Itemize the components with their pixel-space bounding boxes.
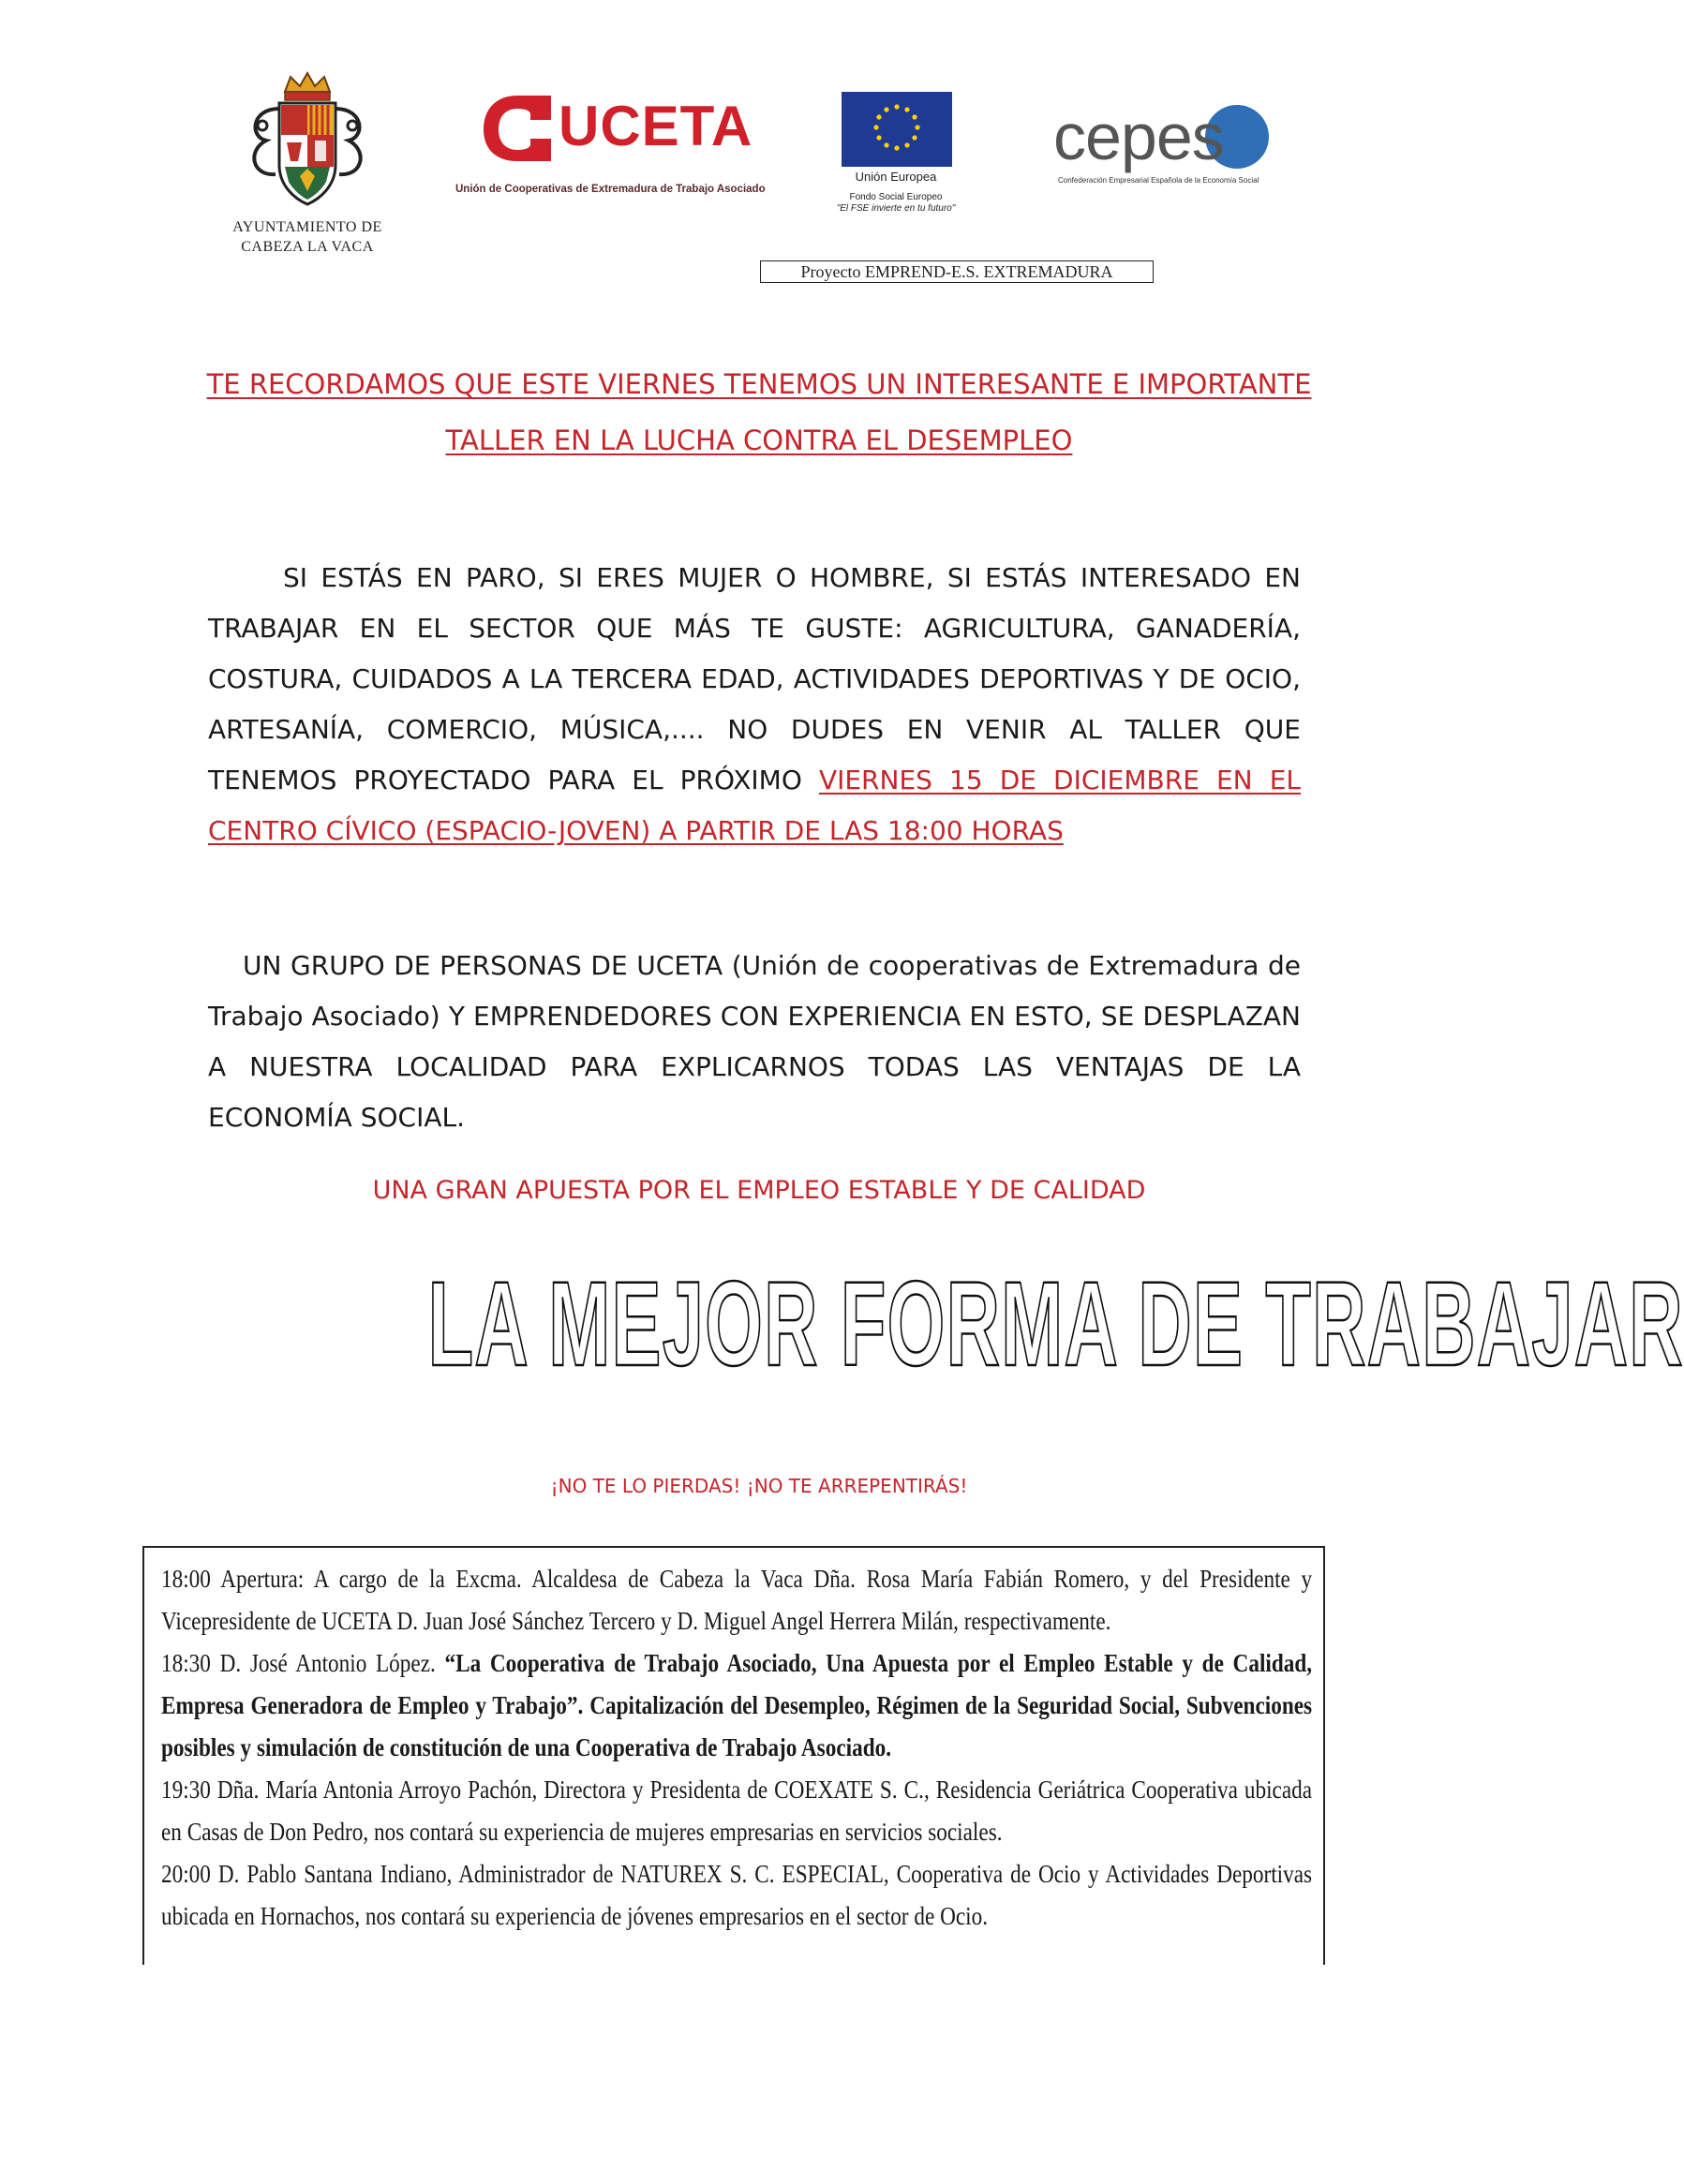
schedule-item bbox=[161, 1642, 1312, 1769]
eu-fund-name: Fondo Social Europeo bbox=[849, 192, 943, 202]
schedule-item bbox=[161, 1558, 1312, 1642]
uceta-subtitle: Unión de Cooperativas de Extremadura de Trabajo Asociado bbox=[455, 184, 766, 195]
divider bbox=[142, 1546, 1325, 1548]
uceta-logo-mark bbox=[480, 92, 555, 165]
paragraph-uceta bbox=[208, 941, 1301, 1143]
schedule-item bbox=[161, 1769, 1312, 1853]
schedule-time: 19:30 bbox=[161, 1775, 211, 1804]
headline: TE RECORDAMOS QUE ESTE VIERNES TENEMOS UN INTERESANTE E IMPORTANTE TALLER EN LA LUCHA CONTRA EL DESEMPLEO bbox=[206, 368, 1312, 456]
project-label: Proyecto EMPREND-E.S. EXTREMADURA bbox=[760, 260, 1154, 283]
cepes-wordmark: cepes bbox=[1053, 100, 1224, 173]
uceta-logo-icon bbox=[480, 92, 555, 165]
cepes-logo bbox=[1053, 100, 1278, 176]
schedule-speaker: D. José Antonio López. bbox=[219, 1649, 436, 1677]
eu-flag bbox=[842, 92, 952, 167]
schedule-text: Dña. María Antonia Arroyo Pachón, Directora y Presidenta de COEXATE S. C., Residencia Geriátrica Cooperativa ubicada en Casas de Don Pedro, nos contará su experiencia de mujeres empresarias en servicios sociales. bbox=[161, 1775, 1313, 1846]
ayuntamiento-label: AYUNTAMIENTO DE CABEZA LA VACA bbox=[232, 219, 382, 255]
paragraph-intro bbox=[208, 553, 1301, 856]
schedule-text: Apertura: A cargo de la Excma. Alcaldesa de Cabeza la Vaca Dña. Rosa María Fabián Romero, y del Presidente y Vicepresidente de UCETA D. Juan José Sánchez Tercero y D. Miguel Angel Herrera Milán, respectivamente. bbox=[161, 1565, 1313, 1635]
paragraph-intro-text: SI ESTÁS EN PARO, SI ERES MUJER O HOMBRE, SI ESTÁS INTERESADO EN TRABAJAR EN EL SECTOR QUE MÁS TE GUSTE: AGRICULTURA, GANADERÍA, COSTURA, CUIDADOS A LA TERCERA EDAD, ACTIVIDADES DEPORTIVAS Y DE OCIO, ARTESANÍA, COMERCIO, MÚSICA,.... NO DUDES EN VENIR AL TALLER QUE TENEMOS PROYECTADO PARA EL PRÓXIMO bbox=[208, 562, 1301, 795]
slogan: UNA GRAN APUESTA POR EL EMPLEO ESTABLE Y DE CALIDAD bbox=[372, 1176, 1146, 1205]
schedule-time: 18:30 bbox=[161, 1649, 211, 1677]
ayuntamiento-crest bbox=[242, 71, 373, 212]
coat-of-arms-icon bbox=[242, 71, 373, 212]
schedule-time: 20:00 bbox=[161, 1860, 211, 1888]
schedule-list bbox=[161, 1558, 1312, 1938]
call-to-action: ¡NO TE LO PIERDAS! ¡NO TE ARREPENTIRÁS! bbox=[550, 1475, 968, 1497]
divider bbox=[142, 1546, 144, 1965]
big-outline-title: LA MEJOR FORMA DE TRABAJAR bbox=[427, 1257, 1684, 1391]
cepes-subtitle: Confederación Empresarial Española de la Economía Social bbox=[1058, 176, 1259, 185]
schedule-time: 18:00 bbox=[161, 1565, 211, 1593]
paragraph-uceta-text: UN GRUPO DE PERSONAS DE UCETA (Unión de cooperativas de Extremadura de Trabajo Asociado) Y EMPRENDEDORES CON EXPERIENCIA EN ESTO, SE DESPLAZAN A NUESTRA LOCALIDAD PARA EXPLICARNOS TODAS LAS VENTAJAS DE LA ECONOMÍA SOCIAL. bbox=[208, 950, 1301, 1133]
schedule-talk-title: “La Cooperativa de Trabajo Asociado, Una Apuesta por el Empleo Estable y de Calidad, Empresa Generadora de Empleo y Trabajo”. Capitalización del Desempleo, Régimen de la Seguridad Social, Subvenciones posibles y simulación de constitución de una Cooperativa de Trabajo Asociado. bbox=[161, 1649, 1313, 1761]
schedule-text: D. Pablo Santana Indiano, Administrador de NATUREX S. C. ESPECIAL, Cooperativa de Ocio y Actividades Deportivas ubicada en Hornachos, nos contará su experiencia de jóvenes empresarios en el sector de Ocio. bbox=[161, 1860, 1313, 1930]
event-date-highlight: VIERNES 15 DE DICIEMBRE EN EL CENTRO CÍVICO (ESPACIO-JOVEN) A PARTIR DE LAS 18:00 HORAS bbox=[208, 765, 1301, 846]
uceta-wordmark: UCETA bbox=[559, 95, 753, 157]
schedule-item bbox=[161, 1853, 1312, 1938]
eu-flag-icon bbox=[842, 92, 952, 167]
eu-fund-text bbox=[793, 192, 999, 215]
eu-label: Unión Europea bbox=[855, 170, 937, 184]
divider bbox=[1323, 1546, 1325, 1965]
eu-motto: "El FSE invierte en tu futuro" bbox=[836, 203, 956, 214]
